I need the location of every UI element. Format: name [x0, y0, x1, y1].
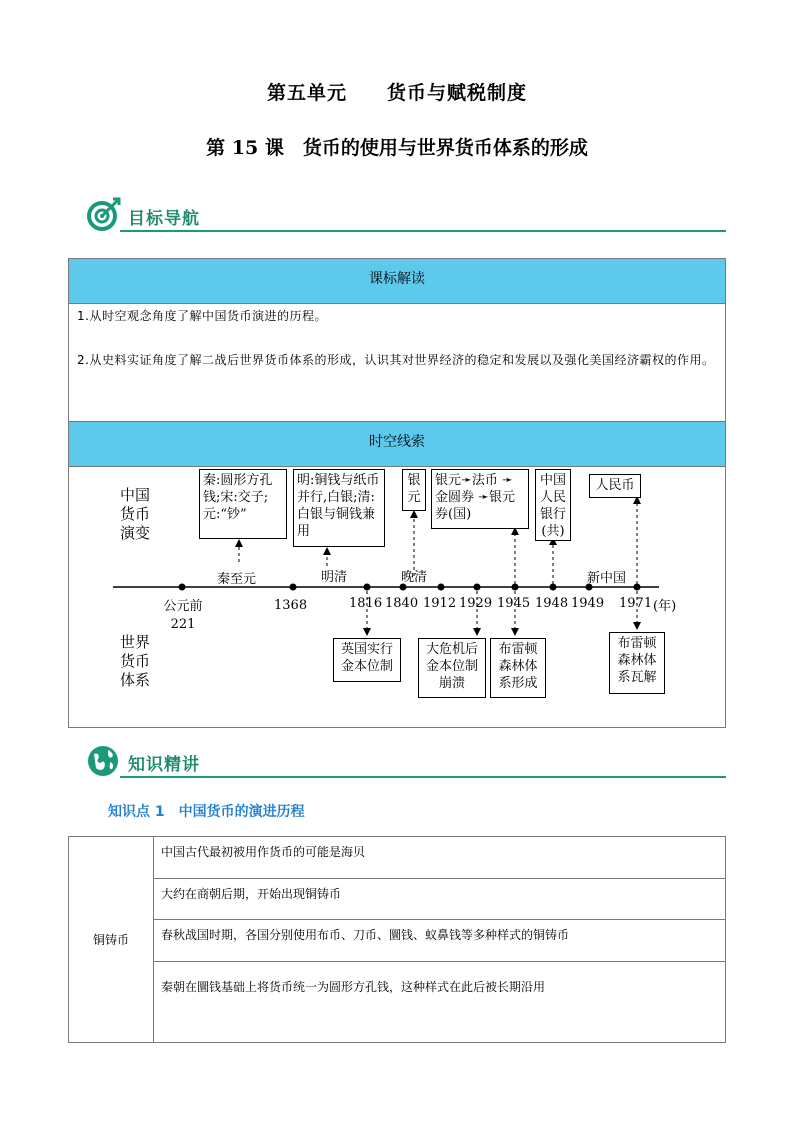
globe-icon	[86, 742, 122, 778]
box-silver-dollar: 银元	[402, 469, 426, 511]
standards-box	[68, 258, 726, 728]
timeline-header: 时空线索	[69, 421, 725, 467]
world-currency-label: 世界货币体系	[119, 633, 150, 689]
tick-label-1840: 1840	[385, 596, 419, 611]
box-bretton-woods-collapse: 布雷顿森林体系瓦解	[609, 632, 665, 694]
tick-dot-1948	[550, 584, 557, 591]
period-label-ming-qing: 明清	[321, 570, 348, 585]
tick-label-1945: 1945	[497, 596, 531, 611]
tick-dot-221bc	[179, 584, 186, 591]
tick-label-1948: 1948	[535, 596, 569, 611]
tick-label-1929: 1929	[459, 596, 493, 611]
table-row	[69, 879, 726, 920]
lesson-title: 第 15 课 货币的使用与世界货币体系的形成	[206, 137, 588, 159]
tick-dot-1945	[512, 584, 519, 591]
knowledge-point-title: 知识点 1 中国货币的演进历程	[108, 804, 305, 820]
category-cell: 铜铸币	[69, 837, 154, 1043]
tick-label-1368: 1368	[274, 598, 308, 613]
tick-dot-1929	[474, 584, 481, 591]
box-peoples-bank: 中国人民银行(共)	[535, 469, 571, 541]
box-ming-qing-currency: 明:铜钱与纸币并行,白银;清:白银与铜钱兼用	[293, 469, 385, 547]
tick-dot-1912	[438, 584, 445, 591]
tick-dot-1971	[634, 584, 641, 591]
china-currency-label: 中国货币演变	[119, 486, 150, 542]
unit-title: 第五单元 货币与赋税制度	[266, 82, 527, 104]
table-cell: 中国古代最初被用作货币的可能是海贝	[154, 837, 726, 879]
period-label-qin-yuan: 秦至元	[217, 572, 257, 587]
tick-dot-1816	[364, 584, 371, 591]
tick-label-221bc: 公元前221	[163, 599, 203, 632]
tick-label-1949: 1949	[571, 596, 605, 611]
standard-item-2: 2.从史料实证角度了解二战后世界货币体系的形成，认识其对世界经济的稳定和发展以及强化美国经济霸权的作用。	[77, 353, 715, 367]
tick-dot-1368	[290, 584, 297, 591]
tick-label-1912: 1912	[423, 596, 457, 611]
period-label-new-china: 新中国	[587, 571, 627, 586]
period-label-late-qing: 晚清	[401, 570, 428, 585]
table-cell: 春秋战国时期，各国分别使用布币、刀币、圜钱、蚁鼻钱等多种样式的铜铸币	[154, 920, 726, 962]
target-icon	[86, 196, 122, 232]
table-row	[69, 962, 726, 1043]
table-row	[69, 920, 726, 962]
tick-label-1971: 1971	[619, 596, 653, 611]
standard-item-1: 1.从时空观念角度了解中国货币演进的历程。	[77, 309, 327, 323]
box-republic-currency: 银元➛法币 ➛ 金圆券 ➛银元券(国)	[431, 469, 529, 529]
box-gold-standard: 英国实行金本位制	[333, 638, 401, 682]
box-gold-standard-collapse: 大危机后金本位制崩溃	[418, 638, 486, 698]
goal-section-label: 目标导航	[128, 209, 200, 229]
goal-section-rule	[120, 230, 726, 232]
tick-label-1816: 1816	[349, 596, 383, 611]
knowledge-section-rule	[120, 776, 726, 778]
knowledge-section-label: 知识精讲	[128, 755, 200, 775]
standards-header: 课标解读	[69, 259, 725, 304]
box-renminbi: 人民币	[589, 474, 641, 498]
knowledge-table	[68, 836, 726, 1043]
box-qin-yuan-currency: 秦:圆形方孔钱;宋:交子;元:“钞”	[199, 469, 287, 539]
table-cell: 大约在商朝后期，开始出现铜铸币	[154, 879, 726, 920]
axis-unit-label: (年)	[653, 599, 677, 614]
knowledge-section-header	[86, 738, 726, 784]
box-bretton-woods-formed: 布雷顿森林体系形成	[490, 638, 546, 698]
table-row	[69, 837, 726, 879]
goal-section-header	[86, 192, 726, 238]
table-cell: 秦朝在圜钱基础上将货币统一为圆形方孔钱，这种样式在此后被长期沿用	[154, 962, 726, 1043]
timeline	[69, 466, 725, 728]
